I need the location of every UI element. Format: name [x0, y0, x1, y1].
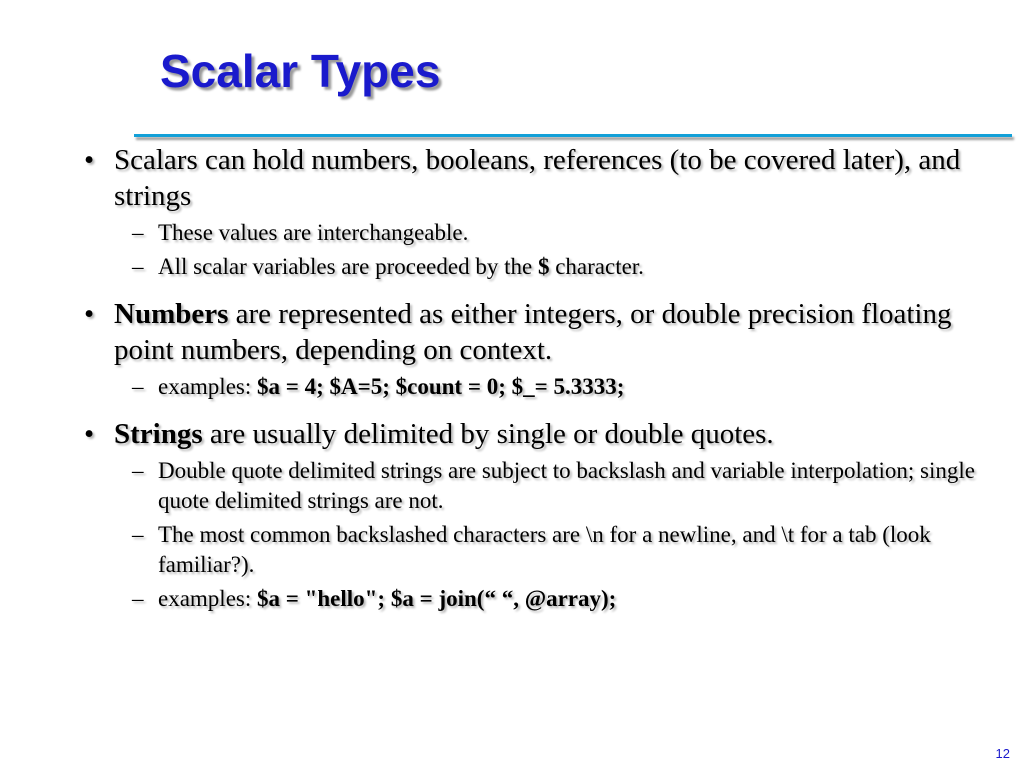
sub-bullet-item [84, 584, 984, 614]
sub-bullet-item [84, 252, 984, 282]
sub-bullet-text: These values are interchangeable. [158, 220, 469, 245]
sub-bullet-text: Double quote delimited strings are subject to backslash and variable interpolation; single quote delimited strings are not. [158, 458, 975, 513]
dash-marker: – [132, 220, 144, 245]
bullet-lead: Numbers [114, 298, 229, 330]
bullet-text: are represented as either integers, or double precision floating point numbers, depending on context. [114, 298, 952, 366]
dash-marker: – [132, 522, 144, 547]
bullet-item [84, 416, 984, 452]
sub-bullet-item [84, 372, 984, 402]
slide-body [84, 142, 984, 614]
sub-bullet-bold: $a = "hello"; $a = join(“ “, @array); [257, 586, 617, 611]
dash-marker: – [132, 374, 144, 399]
dash-marker: – [132, 458, 144, 483]
dash-marker: – [132, 254, 144, 279]
sub-bullet-text: The most common backslashed characters are \n for a newline, and \t for a tab (look familiar?). [158, 522, 931, 577]
bullet-text: Scalars can hold numbers, booleans, references (to be covered later), and strings [114, 144, 961, 212]
spacer [84, 282, 984, 296]
page-number: 12 [995, 746, 1010, 761]
bullet-marker: • [84, 418, 95, 450]
dash-marker: – [132, 586, 144, 611]
sub-bullet-tail: character. [549, 254, 644, 279]
sub-bullet-item [84, 456, 984, 516]
bullet-item [84, 142, 984, 214]
sub-bullet-text: examples: [158, 586, 257, 611]
sub-bullet-bold: $ [537, 254, 550, 279]
bullet-marker: • [84, 144, 95, 176]
slide-title: Scalar Types [160, 45, 441, 97]
sub-bullet-text: examples: [158, 374, 257, 399]
bullet-item [84, 296, 984, 368]
sub-bullet-item [84, 520, 984, 580]
spacer [84, 402, 984, 416]
sub-bullet-bold: $a = 4; $A=5; $count = 0; $_= 5.3333; [257, 374, 625, 399]
sub-bullet-item [84, 218, 984, 248]
bullet-lead: Strings [114, 418, 203, 450]
sub-bullet-text: All scalar variables are proceeded by the [158, 254, 538, 279]
title-underline [134, 134, 1012, 137]
bullet-marker: • [84, 298, 95, 330]
bullet-text: are usually delimited by single or double quotes. [202, 418, 774, 450]
